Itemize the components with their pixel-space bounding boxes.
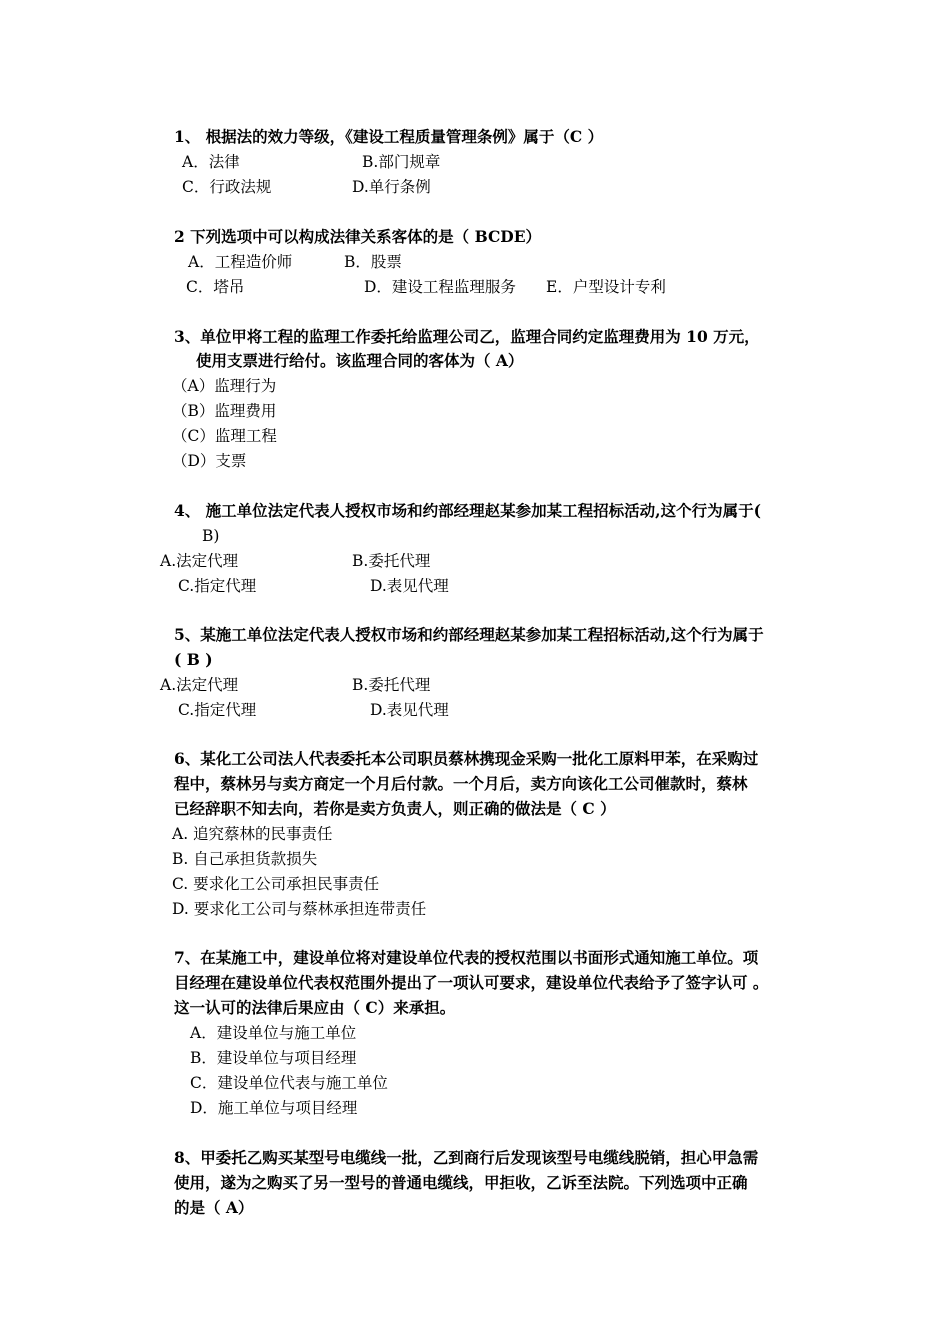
question-6-stem-line-1: 6、某化工公司法人代表委托本公司职员蔡林携现金采购一批化工原料甲苯，在采购过 [174,749,759,768]
question-7-option-c: C．建设单位代表与施工单位 [190,1074,388,1092]
question-7-option-d: D．施工单位与项目经理 [190,1099,358,1117]
question-6-option-c: C. 要求化工公司承担民事责任 [172,875,380,893]
question-2-option-b: B．股票 [344,253,402,271]
question-7-option-b: B．建设单位与项目经理 [190,1049,357,1067]
question-2-option-d: D．建设工程监理服务 [364,278,516,296]
question-2-option-e: E．户型设计专利 [546,278,666,296]
question-4-option-d: D.表见代理 [370,577,449,595]
question-7-option-a: A．建设单位与施工单位 [190,1024,357,1042]
question-1-option-d: D.单行条例 [352,178,431,196]
question-1-option-b: B.部门规章 [362,153,441,171]
question-1-option-a: A．法律 [182,153,240,171]
question-2-option-c: C．塔吊 [186,278,245,296]
question-5-option-b: B.委托代理 [352,676,431,694]
question-4-option-b: B.委托代理 [352,552,431,570]
question-5-option-c: C.指定代理 [178,701,257,719]
question-3-option-c: （C）监理工程 [172,427,277,445]
question-2-stem: 2 下列选项中可以构成法律关系客体的是（ BCDE） [174,227,542,246]
question-7-stem-line-1: 7、在某施工中，建设单位将对建设单位代表的授权范围以书面形式通知施工单位。项 [174,948,759,967]
question-6-stem-line-2: 程中，蔡林另与卖方商定一个月后付款。一个月后，卖方向该化工公司催款时，蔡林 [174,774,748,793]
question-6-option-d: D. 要求化工公司与蔡林承担连带责任 [172,900,427,918]
question-1-stem: 1、 根据法的效力等级，《建设工程质量管理条例》属于（C ） [174,127,604,146]
question-5-option-a: A.法定代理 [160,676,239,694]
question-5-stem-line-2: ( B ) [174,650,213,669]
question-6-option-b: B. 自己承担货款损失 [172,850,318,868]
question-8-stem-line-3: 的是（ A） [174,1198,254,1217]
question-3-stem-line-1: 3、单位甲将工程的监理工作委托给监理公司乙，监理合同约定监理费用为 10 万元， [174,327,760,346]
question-4-option-a: A.法定代理 [160,552,239,570]
question-2-option-a: A．工程造价师 [188,253,293,271]
question-3-option-a: （A）监理行为 [172,377,277,395]
question-3-stem-line-2: 使用支票进行给付。该监理合同的客体为（ A） [196,351,524,370]
question-8-stem-line-2: 使用，遂为之购买了另一型号的普通电缆线，甲拒收，乙诉至法院。下列选项中正确 [174,1173,748,1192]
question-4-stem-line-2: B) [202,527,220,545]
question-7-stem-line-3: 这一认可的法律后果应由（ C）来承担。 [174,998,456,1017]
question-8-stem-line-1: 8、甲委托乙购买某型号电缆线一批，乙到商行后发现该型号电缆线脱销，担心甲急需 [174,1148,759,1167]
question-5-option-d: D.表见代理 [370,701,449,719]
question-7-stem-line-2: 目经理在建设单位代表权范围外提出了一项认可要求，建设单位代表给予了签字认可 。 [174,973,769,992]
question-3-option-d: （D）支票 [172,452,247,470]
question-6-option-a: A. 追究蔡林的民事责任 [172,825,333,843]
question-5-stem-line-1: 5、某施工单位法定代表人授权市场和约部经理赵某参加某工程招标活动,这个行为属于 [174,625,764,644]
question-6-stem-line-3: 已经辞职不知去向，若你是卖方负责人，则正确的做法是（ C ） [174,799,616,818]
question-3-option-b: （B）监理费用 [172,402,277,420]
question-1-option-c: C．行政法规 [182,178,272,196]
question-4-option-c: C.指定代理 [178,577,257,595]
question-4-stem-line-1: 4、 施工单位法定代表人授权市场和约部经理赵某参加某工程招标活动,这个行为属于( [174,501,761,520]
